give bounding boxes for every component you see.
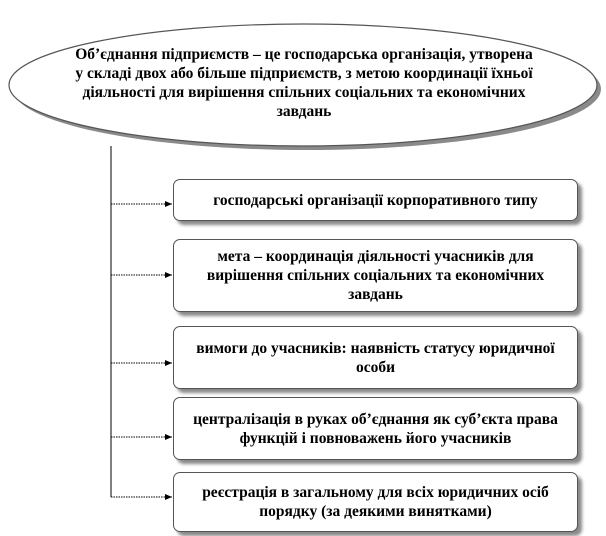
feature-text: централізація в руках об’єднання як суб’єкта права функцій і повноважень його учасників — [193, 410, 558, 447]
feature-box-centralization — [173, 397, 578, 460]
feature-text: вимоги до учасників: наявність статусу юридичної особи — [196, 339, 555, 376]
feature-box-requirements — [173, 326, 578, 389]
feature-box-corporate-type — [173, 179, 578, 221]
feature-text: мета – координація діяльності учасників для вирішення спільних соціальних та економічних завдань — [206, 248, 545, 303]
feature-box-registration — [173, 472, 578, 532]
definition-text: Об’єднання підприємств – це господарська організація, утворена у складі двох або більше підприємств, з метою координації їхньої діяльності для вирішення спільних соціальних та економічних завдань — [75, 46, 533, 120]
feature-text: реєстрація в загальному для всіх юридичних осіб порядку (за деякими винятками) — [202, 484, 549, 520]
feature-box-purpose — [173, 239, 578, 312]
feature-text: господарські організації корпоративного типу — [213, 191, 538, 209]
